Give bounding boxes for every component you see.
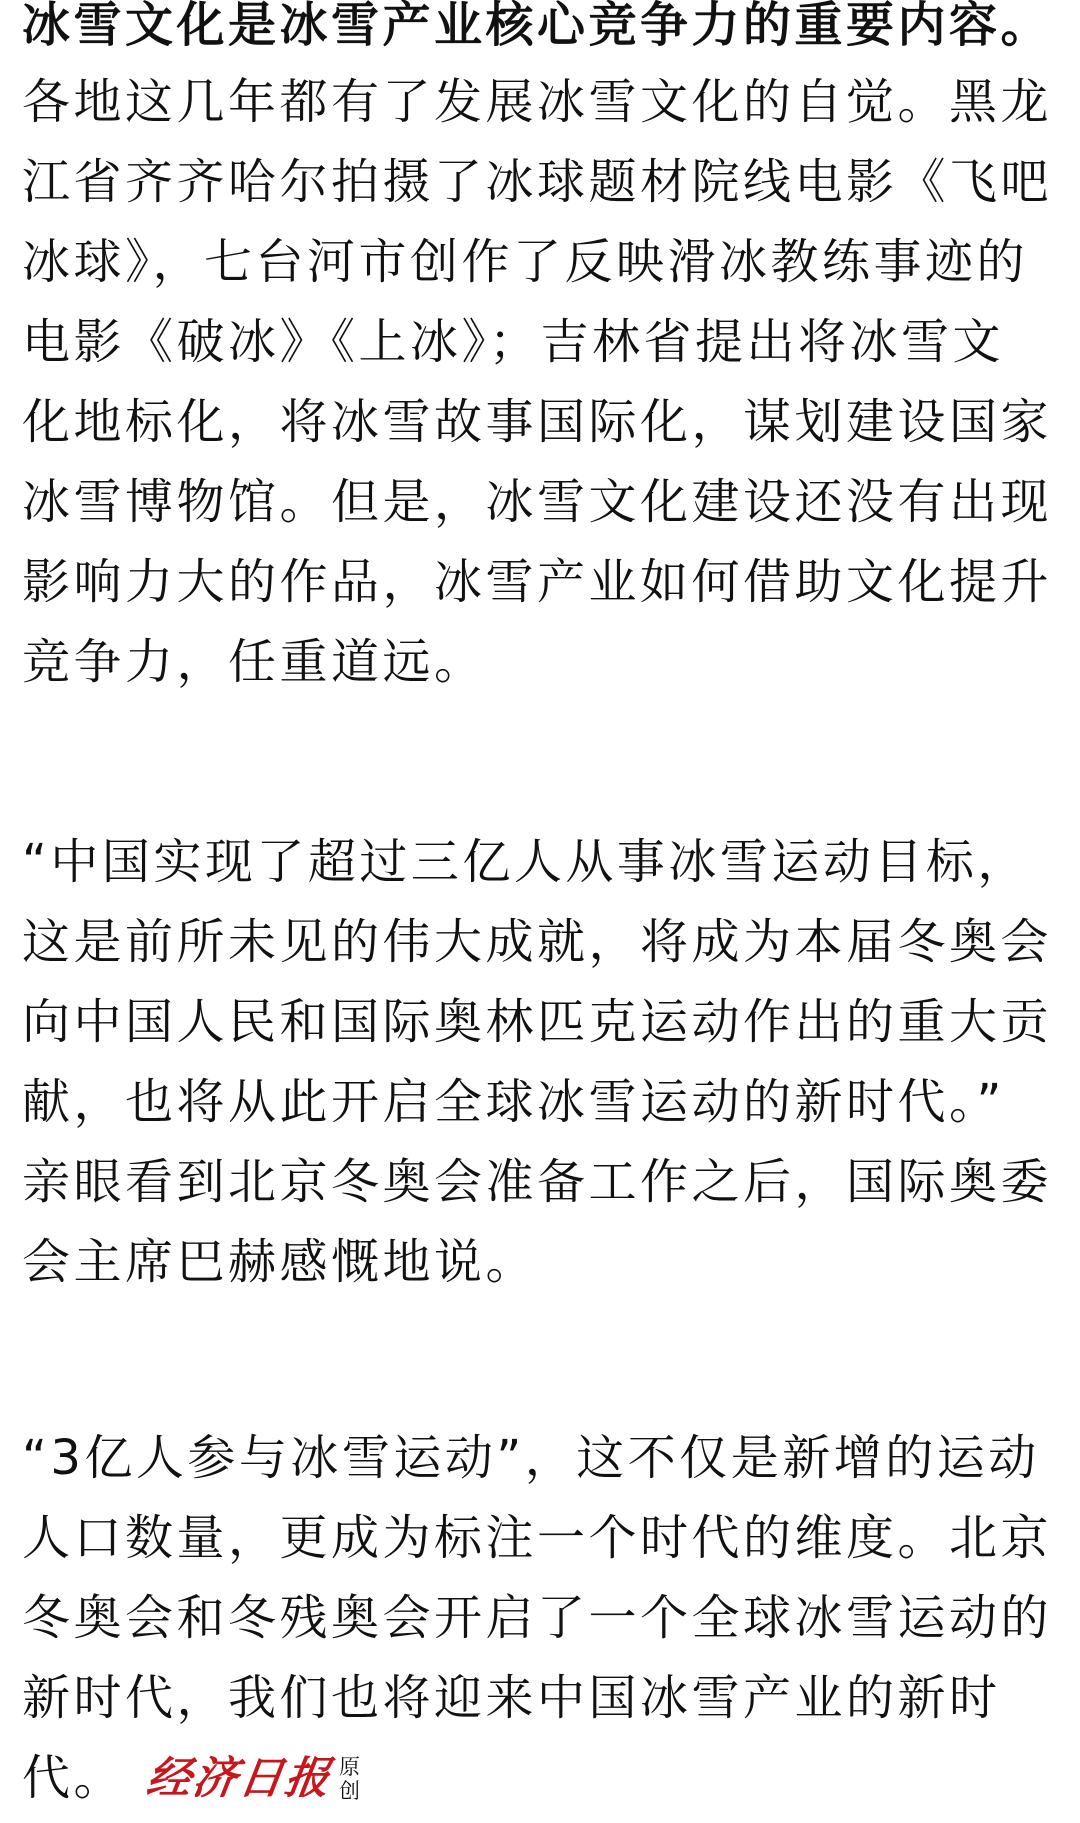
- text-line: 电影《破冰》《上冰》；吉林省提出将冰雪文: [22, 314, 1005, 370]
- paragraph-spacer: [22, 1302, 1058, 1418]
- bold-lead-sentence: 冰雪文化是冰雪产业核心竞争力的重要内容。: [22, 0, 1053, 53]
- text-line: 冬奥会和冬残奥会开启了一个全球冰雪运动的: [22, 1590, 1053, 1646]
- text-line: 江省齐齐哈尔拍摄了冰球题材院线电影《飞吧: [22, 154, 1053, 210]
- text-line: 冰球》，七台河市创作了反映滑冰教练事迹的: [22, 234, 1029, 290]
- text-line: 化地标化，将冰雪故事国际化，谋划建设国家: [22, 394, 1053, 450]
- text-line: 影响力大的作品，冰雪产业如何借助文化提升: [22, 554, 1053, 610]
- paragraph-1: [22, 0, 1058, 702]
- closing-text: 代。: [22, 1750, 126, 1806]
- source-signature: [143, 1736, 363, 1816]
- text-line: “中国实现了超过三亿人从事冰雪运动目标，: [22, 834, 1029, 890]
- text-line-last: [22, 1738, 1058, 1818]
- paragraph-2: [22, 822, 1058, 1302]
- newspaper-logo: 经济日报: [143, 1753, 335, 1804]
- text-line: 献，也将从此开启全球冰雪运动的新时代。”: [22, 1074, 1005, 1130]
- text-line: 会主席巴赫感慨地说。: [22, 1234, 538, 1290]
- paragraph-spacer: [22, 702, 1058, 822]
- text-line: 亲眼看到北京冬奥会准备工作之后，国际奥委: [22, 1154, 1053, 1210]
- text-line: 人口数量，更成为标注一个时代的维度。北京: [22, 1510, 1053, 1566]
- text-line: 冰雪博物馆。但是，冰雪文化建设还没有出现: [22, 474, 1053, 530]
- text-line: 向中国人民和国际奥林匹克运动作出的重大贡: [22, 994, 1053, 1050]
- text-line: [22, 0, 1058, 62]
- text-line: 这是前所未见的伟大成就，将成为本届冬奥会: [22, 914, 1053, 970]
- original-tag: 原创: [339, 1755, 361, 1803]
- article-body: [22, 0, 1058, 1818]
- text-line: 竞争力，任重道远。: [22, 634, 486, 690]
- paragraph-3: [22, 1418, 1058, 1818]
- text-line: “3亿人参与冰雪运动”，这不仅是新增的运动: [22, 1430, 1040, 1486]
- text-line: 新时代，我们也将迎来中国冰雪产业的新时: [22, 1670, 1001, 1726]
- text-line: 各地这几年都有了发展冰雪文化的自觉。黑龙: [22, 74, 1053, 130]
